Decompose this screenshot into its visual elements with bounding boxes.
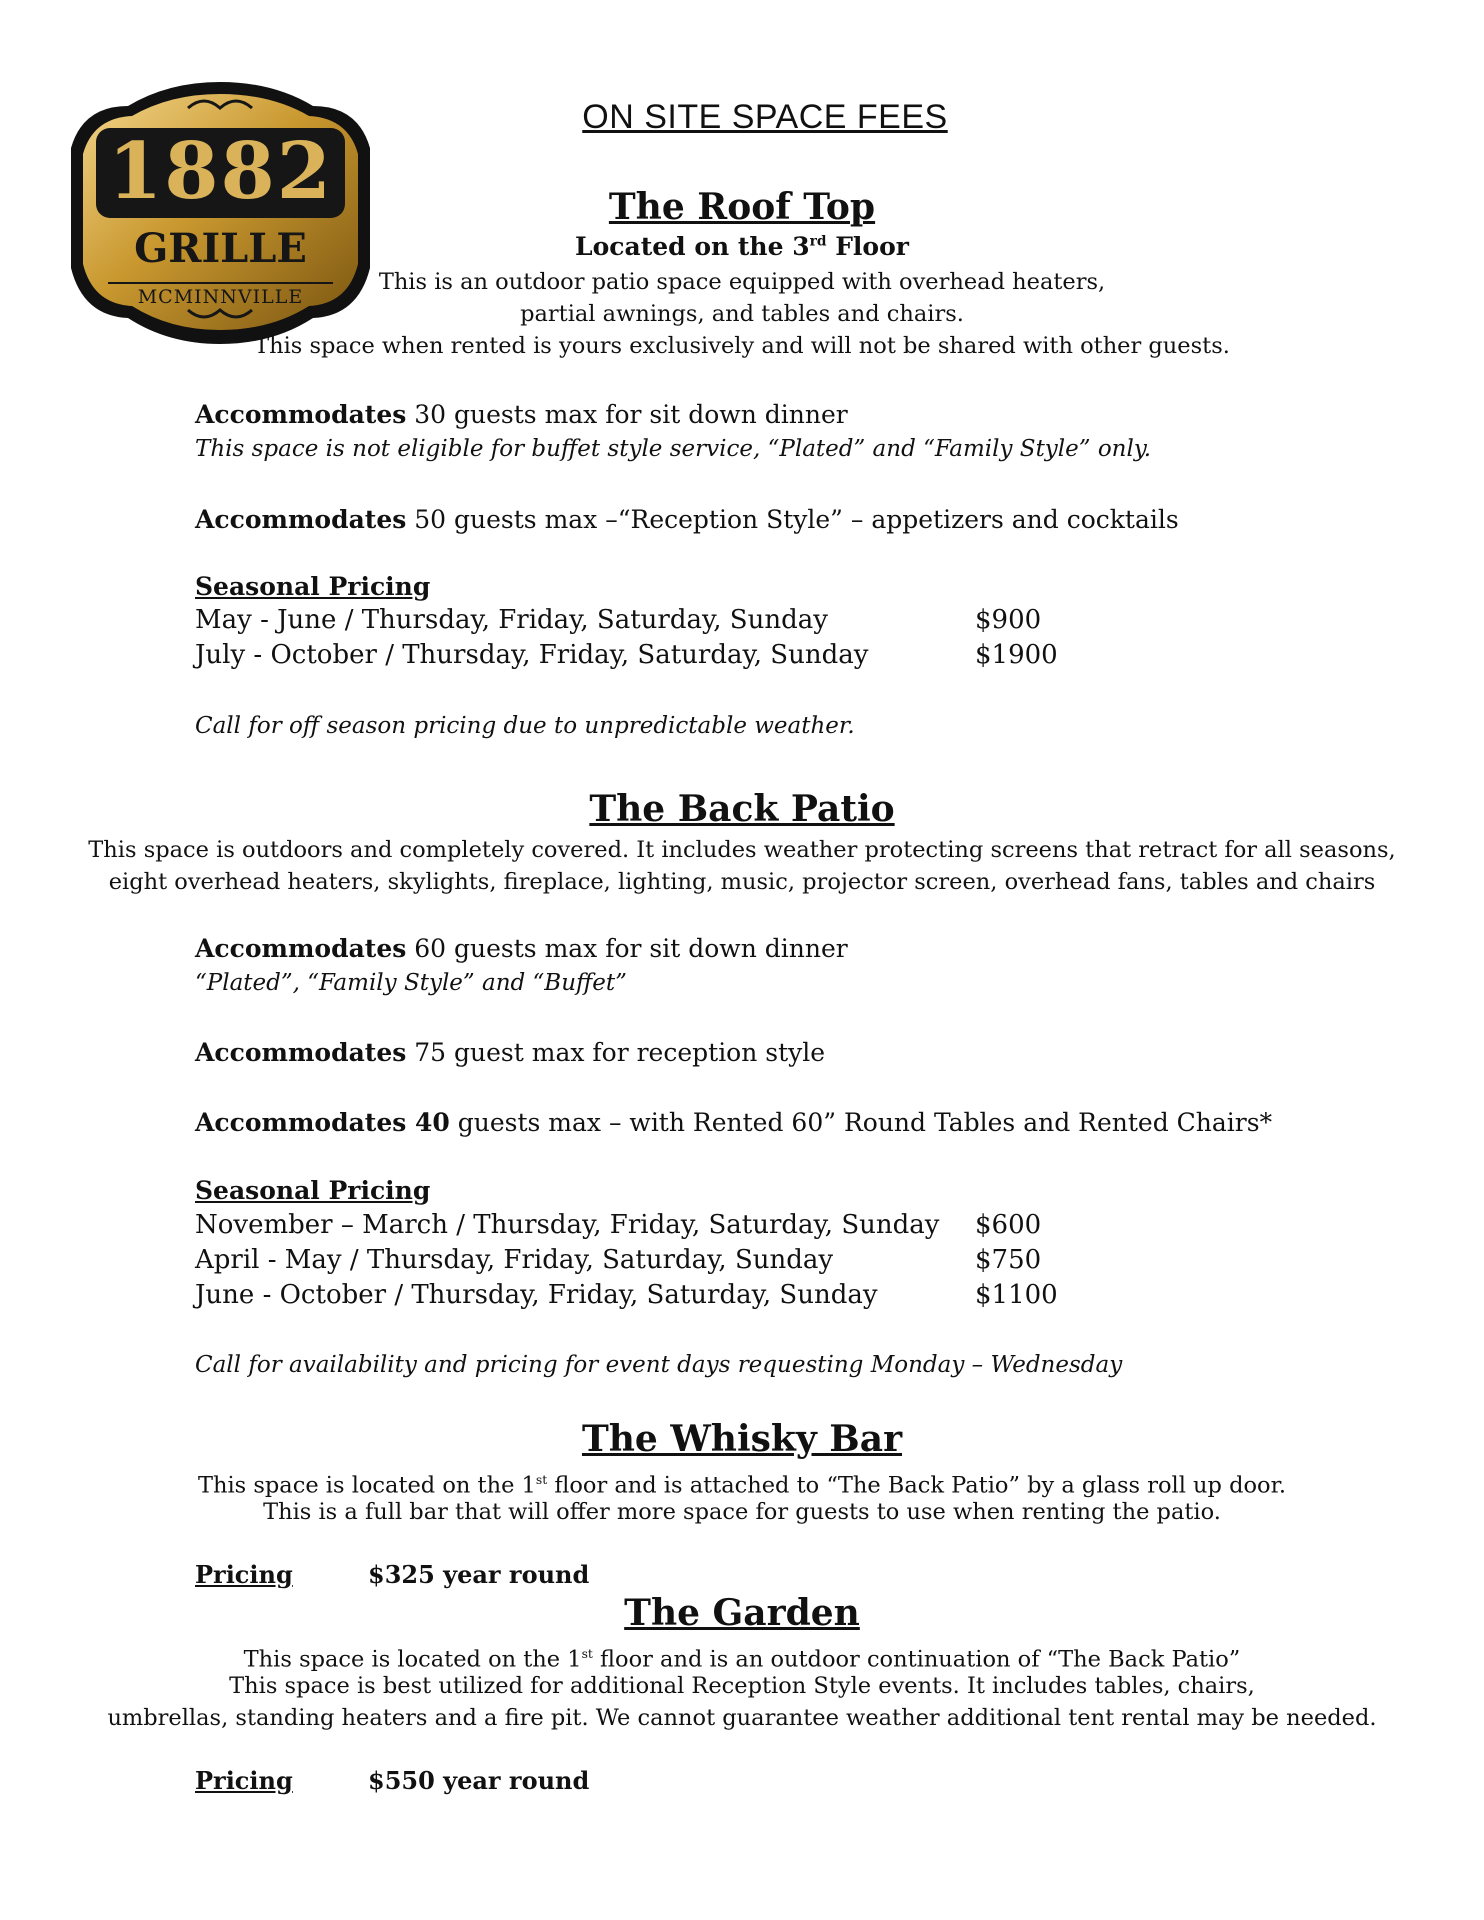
rooftop-offseason-note: Call for off season pricing due to unpredictable weather. <box>195 713 855 739</box>
patio-desc-1: This space is outdoors and completely covered. It includes weather protecting screens that retract for all seasons, <box>88 837 1396 863</box>
whisky-desc-2: This is a full bar that will offer more space for guests to use when renting the patio. <box>263 1499 1221 1525</box>
price-row <box>195 1210 1095 1246</box>
whisky-pricing-value: $325 year round <box>368 1560 590 1589</box>
price-row <box>195 1280 1095 1316</box>
price-label: May - June / Thursday, Friday, Saturday, Sunday <box>195 605 828 635</box>
price-label: June - October / Thursday, Friday, Saturday, Sunday <box>195 1280 878 1310</box>
garden-title: The Garden <box>624 1592 860 1634</box>
patio-accommodates-rented: Accommodates 40 guests max – with Rented 60” Round Tables and Rented Chairs* <box>195 1108 1273 1137</box>
price-label: April - May / Thursday, Friday, Saturday, Sunday <box>195 1245 834 1275</box>
whisky-title: The Whisky Bar <box>581 1418 903 1460</box>
whisky-desc-1: This space is located on the 1st floor and is attached to “The Back Patio” by a glass roll up door. <box>197 1472 1287 1499</box>
rooftop-service-note: This space is not eligible for buffet style service, “Plated” and “Family Style” only. <box>195 436 1152 462</box>
rooftop-desc-1: This is an outdoor patio space equipped with overhead heaters, <box>378 269 1106 295</box>
garden-pricing-value: $550 year round <box>368 1766 590 1795</box>
patio-title: The Back Patio <box>589 788 895 830</box>
logo-name: GRILLE <box>134 225 307 272</box>
rooftop-title: The Roof Top <box>608 186 876 228</box>
rooftop-location: Located on the 3rd Floor <box>575 232 909 261</box>
patio-accommodates-dinner: Accommodates 60 guests max for sit down dinner <box>195 934 848 963</box>
rooftop-accommodates-reception: Accommodates 50 guests max –“Reception Style” – appetizers and cocktails <box>195 505 1179 534</box>
price-row <box>195 1245 1095 1281</box>
price-amount: $900 <box>975 605 1042 635</box>
patio-pricing-heading: Seasonal Pricing <box>195 1176 431 1205</box>
price-amount: $1900 <box>975 640 1058 670</box>
patio-availability-note: Call for availability and pricing for event days requesting Monday – Wednesday <box>195 1352 1123 1378</box>
logo-number: 1882 <box>107 126 334 217</box>
price-amount: $750 <box>975 1245 1042 1275</box>
price-amount: $600 <box>975 1210 1042 1240</box>
price-label: November – March / Thursday, Friday, Saturday, Sunday <box>195 1210 940 1240</box>
price-amount: $1100 <box>975 1280 1058 1310</box>
garden-desc-1: This space is located on the 1st floor and is an outdoor continuation of “The Back Patio” <box>243 1646 1241 1673</box>
patio-accommodates-reception: Accommodates 75 guest max for reception style <box>195 1038 826 1067</box>
logo-city: MCMINNVILLE <box>137 286 304 308</box>
price-row <box>195 640 1095 676</box>
garden-pricing-label: Pricing <box>195 1766 293 1795</box>
patio-desc-2: eight overhead heaters, skylights, fireplace, lighting, music, projector screen, overhead fans, tables and chairs <box>108 869 1376 895</box>
price-label: July - October / Thursday, Friday, Saturday, Sunday <box>195 640 869 670</box>
garden-desc-2: This space is best utilized for additional Reception Style events. It includes tables, chairs, <box>229 1673 1255 1699</box>
rooftop-accommodates-dinner: Accommodates 30 guests max for sit down dinner <box>195 400 848 429</box>
rooftop-pricing-heading: Seasonal Pricing <box>195 572 431 601</box>
patio-service-note: “Plated”, “Family Style” and “Buffet” <box>195 970 627 996</box>
whisky-pricing-label: Pricing <box>195 1560 293 1589</box>
rooftop-desc-3: This space when rented is yours exclusively and will not be shared with other guests. <box>254 333 1230 359</box>
garden-desc-3: umbrellas, standing heaters and a fire pit. We cannot guarantee weather additional tent rental may be needed. <box>107 1705 1377 1731</box>
page-title: ON SITE SPACE FEES <box>582 98 948 136</box>
price-row <box>195 605 1095 641</box>
rooftop-desc-2: partial awnings, and tables and chairs. <box>520 301 964 327</box>
